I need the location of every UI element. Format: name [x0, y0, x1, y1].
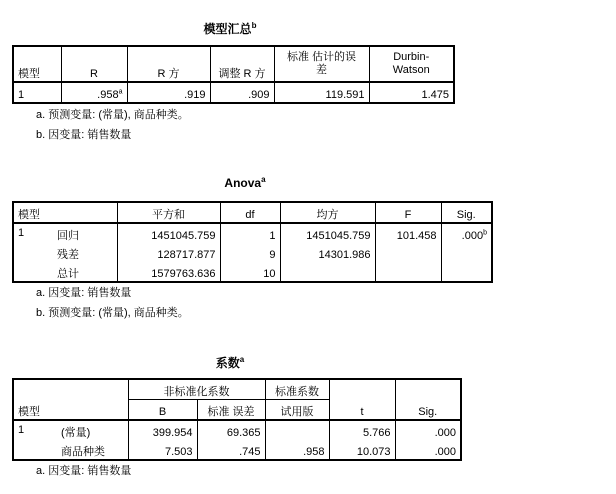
anova-sig-regression-value: .000: [461, 230, 484, 242]
anova-label-regression: 回归: [53, 223, 117, 243]
coef-header-beta: 试用版: [265, 400, 329, 421]
anova-f-residual: [375, 243, 441, 262]
coef-b-category: 7.503: [128, 440, 197, 460]
cell-r-value: .958: [97, 89, 119, 101]
anova-df-total: 10: [220, 262, 280, 282]
anova-ss-residual: 128717.877: [117, 243, 220, 262]
coef-header-model: 模型: [13, 379, 128, 420]
anova-label-total: 总计: [53, 262, 117, 282]
coef-label-constant: (常量): [57, 420, 128, 440]
header-dw-line1: Durbin-: [393, 51, 430, 63]
coef-b-constant: 399.954: [128, 420, 197, 440]
header-durbin-watson: [369, 46, 454, 82]
header-std-err: [274, 46, 369, 82]
anova-ms-regression: 1451045.759: [280, 223, 375, 243]
header-r: R: [61, 46, 127, 82]
coef-header-unstd: 非标准化系数: [128, 379, 265, 400]
anova-ms-residual: 14301.986: [280, 243, 375, 262]
anova-ms-total: [280, 262, 375, 282]
coef-model-no: 1: [13, 420, 57, 460]
coef-sig-category: .000: [395, 440, 461, 460]
anova-header-f: F: [375, 202, 441, 223]
anova-table: [12, 201, 493, 283]
header-std-err-line1: 标准 估计的误: [286, 51, 357, 63]
cell-r-sup: a: [118, 88, 123, 96]
anova-sig-total: [441, 262, 492, 282]
model-summary-header-row: [13, 46, 454, 82]
coef-beta-constant: [265, 420, 329, 440]
model-summary-title-text: 模型汇总: [203, 22, 252, 36]
anova-row-residual: [13, 243, 492, 262]
anova-title: [205, 176, 285, 190]
coefficients-title-text: 系数: [215, 356, 240, 370]
coefficients-note-a: a. 因变量: 销售数量: [36, 465, 132, 477]
anova-header-sig: Sig.: [441, 202, 492, 223]
anova-note-a: a. 因变量: 销售数量: [36, 287, 132, 299]
anova-f-regression: 101.458: [375, 223, 441, 243]
coef-t-constant: 5.766: [329, 420, 395, 440]
cell-r: [61, 82, 127, 103]
header-r-square: R 方: [127, 46, 210, 82]
anova-sig-residual: [441, 243, 492, 262]
anova-header-df: df: [220, 202, 280, 223]
coef-row-category: [13, 440, 461, 460]
anova-label-residual: 残差: [53, 243, 117, 262]
anova-model-no: 1: [13, 223, 53, 282]
coef-label-category: 商品种类: [57, 440, 128, 460]
anova-df-residual: 9: [220, 243, 280, 262]
cell-durbin-watson: 1.475: [369, 82, 454, 103]
anova-f-total: [375, 262, 441, 282]
anova-row-regression: [13, 223, 492, 243]
model-summary-title: [180, 20, 280, 37]
anova-header-model: 模型: [13, 202, 117, 223]
coef-t-category: 10.073: [329, 440, 395, 460]
cell-std-err: 119.591: [274, 82, 369, 103]
coef-header-std: 标准系数: [265, 379, 329, 400]
header-model: 模型: [13, 46, 61, 82]
anova-sig-regression: [441, 223, 492, 243]
coef-se-constant: 69.365: [197, 420, 265, 440]
anova-row-total: [13, 262, 492, 282]
coef-sig-constant: .000: [395, 420, 461, 440]
coef-header-sig: Sig.: [395, 379, 461, 420]
coef-header-t: t: [329, 379, 395, 420]
anova-sig-regression-sup: b: [483, 229, 487, 237]
coef-header-b: B: [128, 400, 197, 421]
coefficients-title-sup: a: [239, 355, 245, 364]
cell-r-square: .919: [127, 82, 210, 103]
anova-note-b: b. 预测变量: (常量), 商品种类。: [36, 307, 189, 319]
anova-title-sup: a: [261, 175, 266, 184]
coef-header-row-1: [13, 379, 461, 400]
model-summary-row: [13, 82, 454, 103]
model-summary-table: [12, 45, 455, 104]
model-summary-title-sup: b: [251, 21, 257, 30]
coef-header-se: 标准 误差: [197, 400, 265, 421]
anova-header-ms: 均方: [280, 202, 375, 223]
model-summary-note-b: b. 因变量: 销售数量: [36, 129, 132, 141]
coefficients-title: [190, 354, 270, 371]
anova-ss-regression: 1451045.759: [117, 223, 220, 243]
coef-se-category: .745: [197, 440, 265, 460]
cell-adj-r-square: .909: [210, 82, 274, 103]
cell-model: 1: [13, 82, 61, 103]
anova-ss-total: 1579763.636: [117, 262, 220, 282]
anova-header-ss: 平方和: [117, 202, 220, 223]
model-summary-note-a: a. 预测变量: (常量), 商品种类。: [36, 109, 189, 121]
coef-beta-category: .958: [265, 440, 329, 460]
header-std-err-line2: 差: [316, 64, 327, 76]
anova-df-regression: 1: [220, 223, 280, 243]
header-dw-line2: Watson: [392, 64, 430, 76]
coefficients-table: [12, 378, 462, 461]
anova-title-text: Anova: [224, 176, 262, 190]
anova-header-row: [13, 202, 492, 223]
header-adj-r-square: 调整 R 方: [210, 46, 274, 82]
coef-row-constant: [13, 420, 461, 440]
